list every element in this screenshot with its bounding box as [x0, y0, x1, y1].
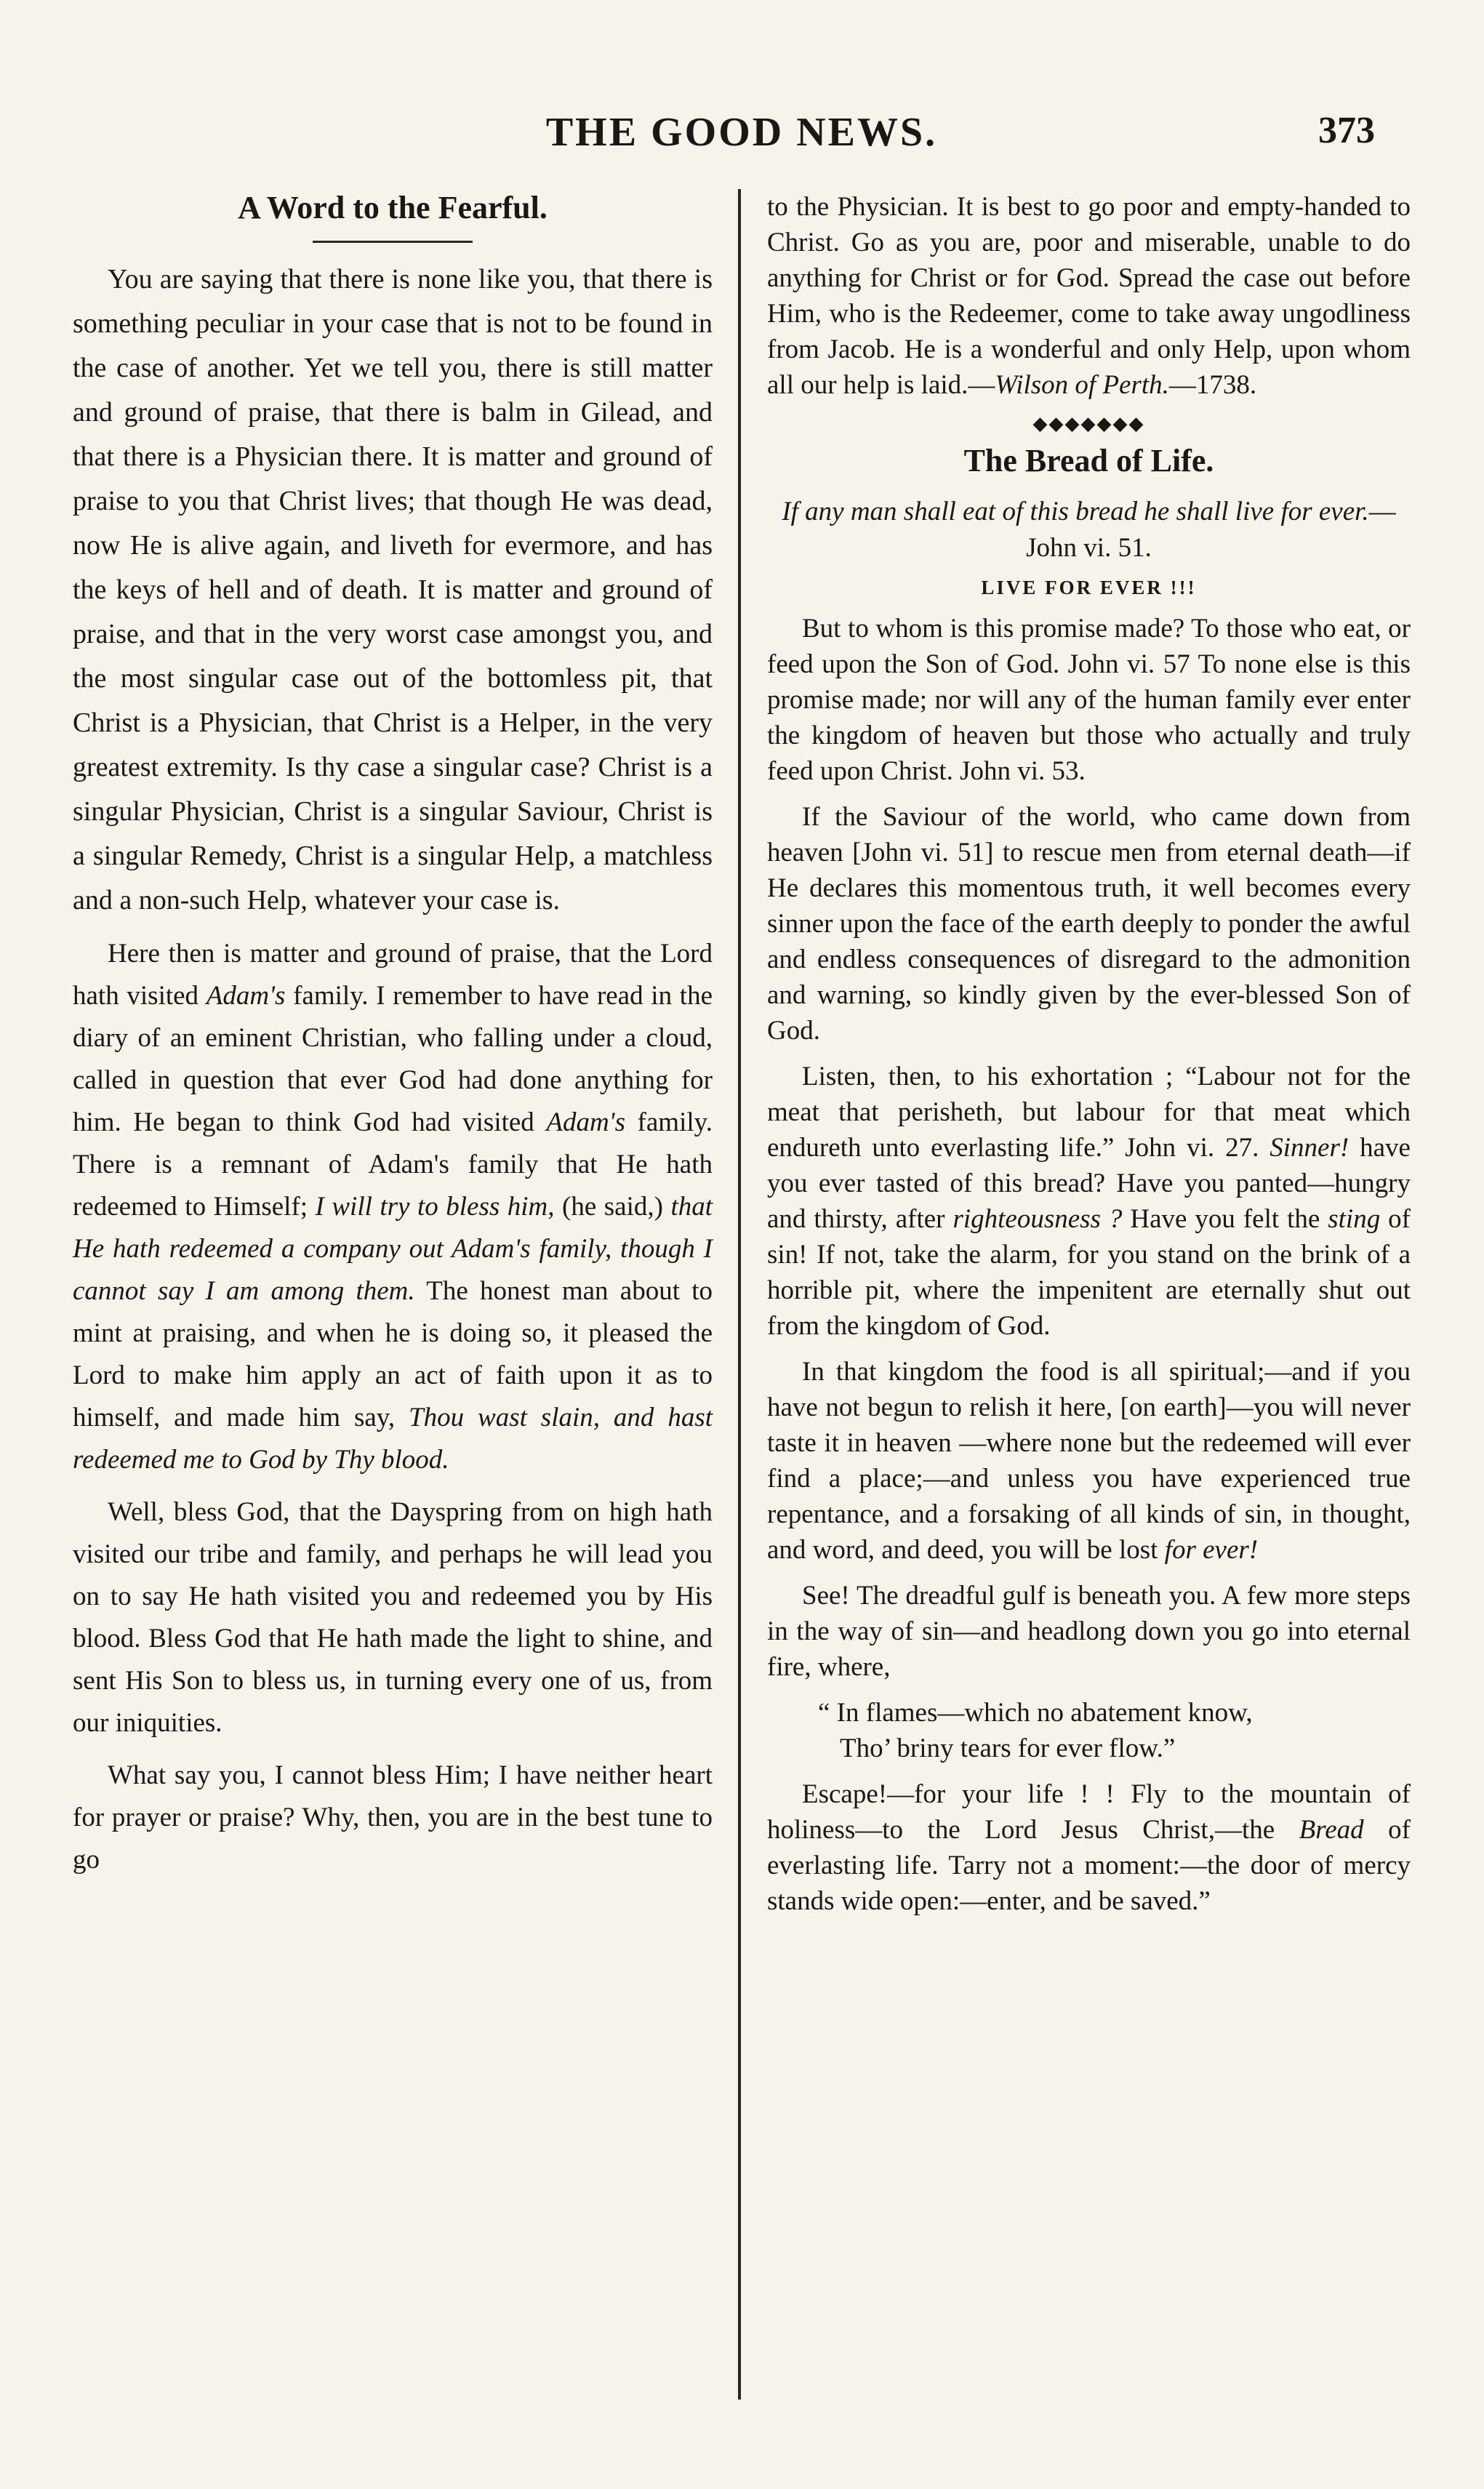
text-run: The honest man about to mint at praising, and when he is doing so, it pleased the Lord to make him apply an act of faith upon it as to himself, and made him say, — [73, 1276, 713, 1432]
verse-line: Tho’ briny tears for ever flow.” — [840, 1734, 1176, 1763]
italic-run: I will try to bless him, — [315, 1192, 555, 1222]
paragraph — [767, 1354, 1411, 1568]
paragraph — [767, 1059, 1411, 1344]
text-run: Escape!—for your life ! ! Fly to the mountain of holiness—to the Lord Jesus Christ,—the — [767, 1779, 1411, 1845]
paragraph: If the Saviour of the world, who came down from heaven [John vi. 51] to rescue men from eternal death—if He declares this momentous truth, it well becomes every sinner upon the face of the earth deeply to ponder the awful and endless consequences of disregard to the admonition and warning, so kindly given by the ever-blessed Son of God. — [767, 802, 1411, 1046]
running-title: THE GOOD NEWS. — [545, 110, 938, 155]
text-run: to the Physician. It is best to go poor and empty-handed to Christ. Go as you are, poor and miserable, unable to do anything for Christ or for God. Spread the case out before Him, who is the Redeemer, come to take away ungodliness from Jacob. He is a wonderful and only Help, upon whom all our help is laid.— — [767, 192, 1411, 400]
italic-run: sting — [1328, 1204, 1381, 1234]
text-run: Listen, then, to his exhortation ; “Labour not for the meat that perisheth, but labour for that meat which endureth unto everlasting life.” John vi. 27. — [767, 1062, 1411, 1163]
epigraph-text: If any man shall eat of this bread he shall live for ever. — [782, 497, 1369, 526]
italic-run: righteousness ? — [952, 1204, 1123, 1234]
running-head — [0, 109, 1484, 175]
italic-run: Thou wast slain, and hast redeemed me to God by Thy blood. — [73, 1403, 713, 1475]
verse-line: “ In flames—which no abatement know, — [818, 1698, 1253, 1728]
text-run: Have you felt the — [1122, 1204, 1328, 1234]
paragraph: What say you, I cannot bless Him; I have neither heart for prayer or praise? Why, then, you are in the best tune to go — [73, 1760, 713, 1875]
text-run: Here then is matter and ground of praise, that the Lord hath visited — [73, 939, 713, 1011]
paragraph: You are saying that there is none like you, that there is something peculiar in your case that is not to be found in the case of another. Yet we tell you, there is still matter and ground of praise, that there is balm in Gilead, and that there is a Physician there. It is matter and ground of praise to you that Christ lives; that though He was dead, now He is alive again, and liveth for evermore, and has the keys of hell and of death. It is matter and ground of praise, and that in the very worst case amongst you, and the most singular case out of the bottomless pit, that Christ is a Physician, that Christ is a Helper, in the very greatest extremity. Is thy case a singular case? Christ is a singular Physician, Christ is a singular Saviour, Christ is a singular Remedy, Christ is a singular Help, a matchless and a non-such Help, whatever your case is. — [73, 264, 713, 915]
text-run: family. There is a remnant of Adam's family that He hath redeemed to Himself; — [73, 1107, 713, 1222]
paragraph-continued — [767, 189, 1411, 403]
italic-run: Sinner! — [1270, 1133, 1349, 1163]
column-divider — [738, 189, 741, 2400]
italic-run: for ever! — [1164, 1535, 1259, 1565]
italic-run: that He hath redeemed a company out Adam's family, though I cannot say I am among them. — [73, 1192, 713, 1306]
italic-run: Adam's — [206, 981, 286, 1011]
italic-run: Bread — [1299, 1815, 1364, 1845]
article-title-fearful: A Word to the Fearful. — [238, 190, 548, 225]
ornament-divider: ◆◆◆◆◆◆◆ — [1032, 413, 1145, 434]
paragraph: See! The dreadful gulf is beneath you. A few more steps in the way of sin—and headlong down you go into eternal fire, where, — [767, 1581, 1411, 1682]
title-underline — [313, 241, 473, 243]
right-column — [767, 189, 1411, 1929]
author-attribution: Wilson of Perth. — [995, 370, 1169, 400]
text-run: In that kingdom the food is all spiritual;—and if you have not begun to relish it here, [on earth]—you will never taste it in heaven —where none but the redeemed will ever find a place;—and unless you have experienced true repentance, and a forsaking of all kinds of sin, in thought, and word, and deed, you will be lost — [767, 1357, 1411, 1565]
verse-quote — [767, 1695, 1411, 1766]
italic-run: Adam's — [546, 1107, 625, 1137]
paragraph — [73, 933, 713, 1481]
text-run: of sin! If not, take the alarm, for you stand on the brink of a horrible pit, where the impenitent are eternally shut out from the kingdom of God. — [767, 1204, 1411, 1341]
left-column — [73, 189, 713, 1891]
text-run: have you ever tasted of this bread? Have you panted—hungry and thirsty, after — [767, 1133, 1411, 1234]
article-title-bread: The Bread of Life. — [963, 443, 1214, 478]
year: —1738. — [1168, 370, 1257, 400]
subheading: LIVE FOR EVER !!! — [981, 577, 1197, 598]
paragraph: Well, bless God, that the Dayspring from on high hath visited our tribe and family, and perhaps he will lead you on to say He hath visited you and redeemed you by His blood. Bless God that He hath made the light to shine, and sent His Son to bless us, in turning every one of us, from our iniquities. — [73, 1497, 713, 1738]
paragraph: But to whom is this promise made? To those who eat, or feed upon the Son of God. John vi. 57 To none else is this promise made; nor will any of the human family ever enter the kingdom of heaven but those who actually and truly feed upon Christ. John vi. 53. — [767, 614, 1411, 786]
text-run: family. I remember to have read in the diary of an eminent Christian, who falling under a cloud, called in question that ever God had done anything for him. He began to think God had visited — [73, 981, 713, 1137]
epigraph-reference: —John vi. 51. — [1026, 497, 1396, 563]
epigraph — [767, 494, 1411, 566]
text-run: of everlasting life. Tarry not a moment:—the door of mercy stands wide open:—enter, and be saved.” — [767, 1815, 1411, 1916]
text-run: (he said,) — [554, 1192, 671, 1222]
page-number: 373 — [1318, 110, 1375, 151]
paragraph — [767, 1776, 1411, 1919]
